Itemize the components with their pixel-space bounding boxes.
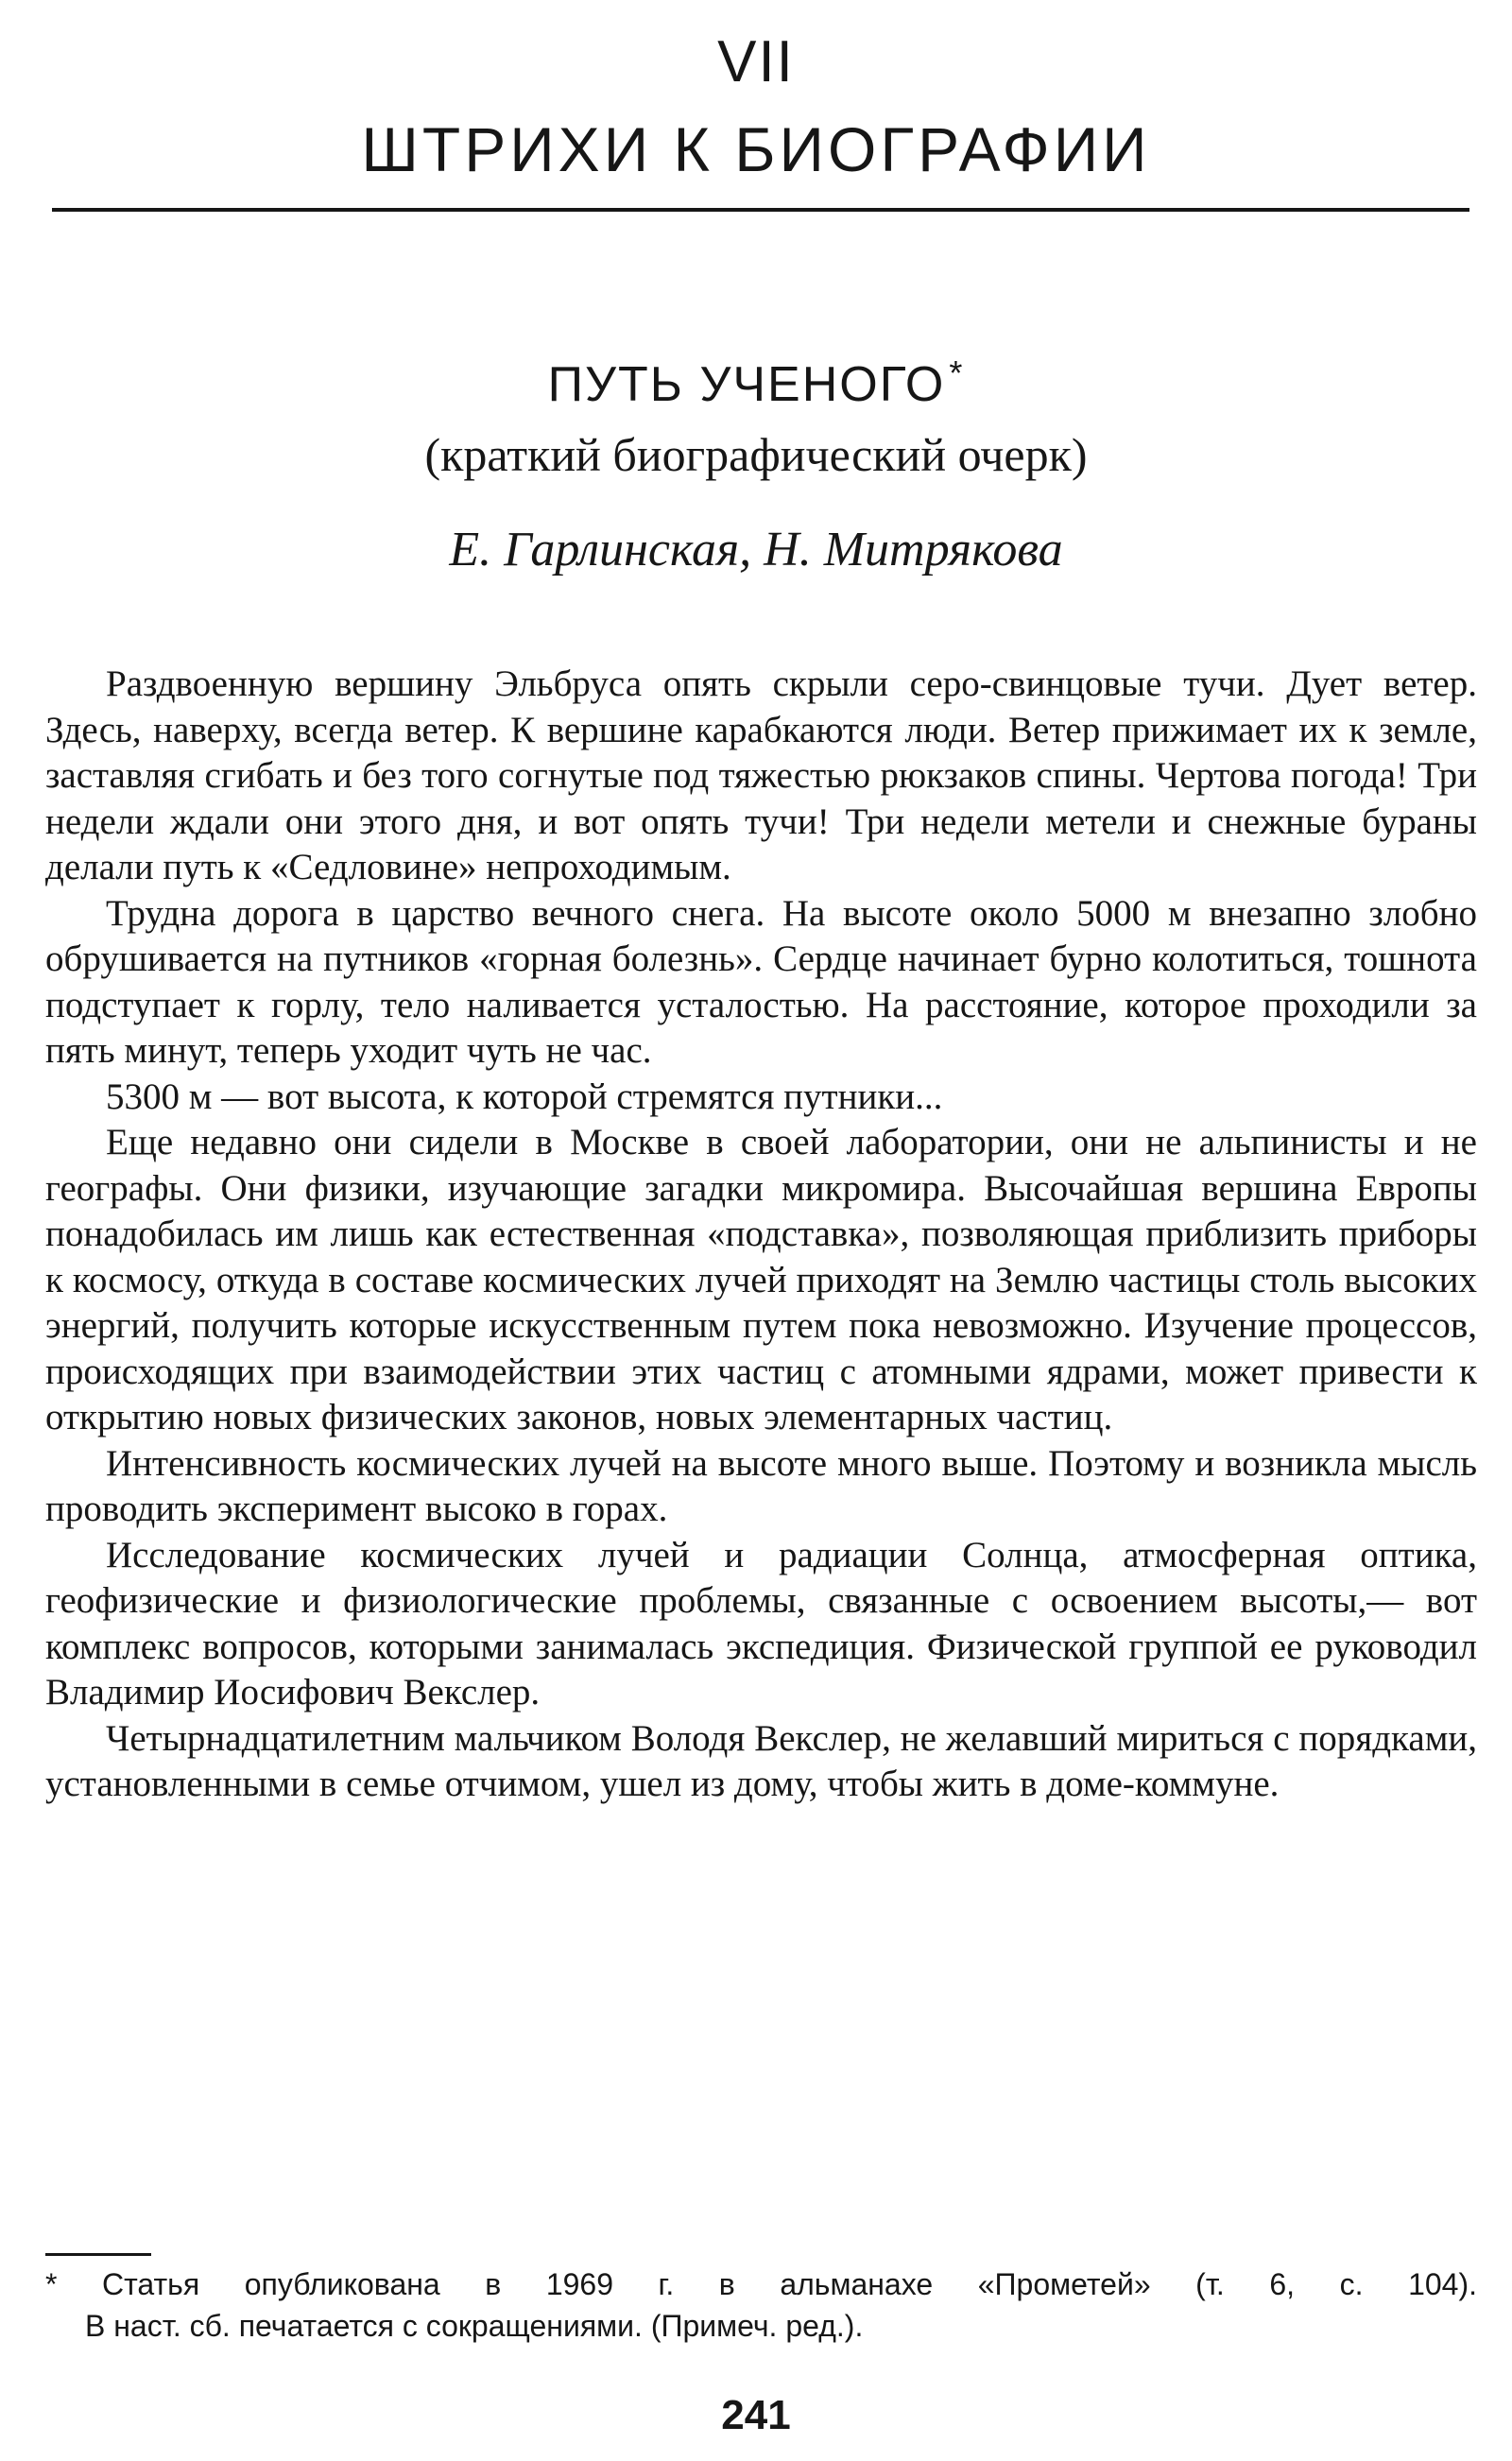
body-paragraph: Интенсивность космических лучей на высоте много выше. Поэтому и возникла мысль проводить эксперимент высоко в горах. [45,1442,1477,1529]
article-authors: Е. Гарлинская, Н. Митрякова [449,523,1063,577]
footnote [45,2263,1477,2347]
section-divider [52,208,1469,212]
body-paragraph: Четырнадцатилетним мальчиком Володя Векслер, не желавший мириться с порядками, установленными в семье отчимом, ушел из дому, чтобы жить в доме-коммуне. [45,1717,1477,1804]
footnote-line: В наст. сб. печатается с сокращениями. (Примеч. ред.). [85,2309,864,2343]
body-paragraph: Трудна дорога в царство вечного снега. На высоте около 5000 м внезапно злобно обрушивается на путников «горная болезнь». Сердце начинает бурно колотиться, тошнота подступает к горлу, тело наливается усталостью. На расстояние, которое проходили за пять минут, теперь уходит чуть не час. [45,892,1477,1071]
body-paragraph: Исследование космических лучей и радиации Солнца, атмосферная оптика, геофизические и физиологические проблемы, связанные с освоением высоты,— вот комплекс вопросов, которыми занималась экспедиция. Физической группой ее руководил Владимир Иосифович Векслер. [45,1534,1477,1712]
footnote-divider [45,2253,151,2256]
section-title: ШТРИХИ К БИОГРАФИИ [361,114,1151,184]
body-paragraph: Еще недавно они сидели в Москве в своей лаборатории, они не альпинисты и не географы. Они физики, изучающие загадки микромира. Высочайшая вершина Европы понадобилась им лишь как естественная «подставка», позволяющая приблизить приборы к космосу, откуда в составе космических лучей приходят на Землю частицы столь высоких энергий, получить которые искусственным путем пока невозможно. Изучение процессов, происходящих при взаимодействии этих частиц с атомными ядрами, может привести к открытию новых физических законов, новых элементарных частиц. [45,1122,1477,1437]
footnote-marker: * [949,353,965,392]
article-subtitle: (краткий биографический очерк) [424,428,1088,481]
page-number: 241 [721,2392,791,2438]
article-title-text: ПУТЬ УЧЕНОГО [547,357,946,412]
footnote-line: * Статья опубликована в 1969 г. в альманахе «Прометей» (т. 6, с. 104). [45,2267,1477,2301]
article-title [0,354,1512,415]
body-paragraph: Раздвоенную вершину Эльбруса опять скрыли серо-свинцовые тучи. Дует ветер. Здесь, наверху, всегда ветер. К вершине карабкаются люди. Ветер прижимает их к земле, заставляя сгибать и без того согнутые под тяжестью рюкзаков спины. Чертова погода! Три недели ждали они этого дня, и вот опять тучи! Три недели метели и снежные бураны делали путь к «Седловине» непроходимым. [45,663,1477,887]
body-paragraph: 5300 м — вот высота, к которой стремятся путники... [106,1076,943,1117]
article-body [45,662,1477,1808]
section-number: VII [717,29,795,95]
